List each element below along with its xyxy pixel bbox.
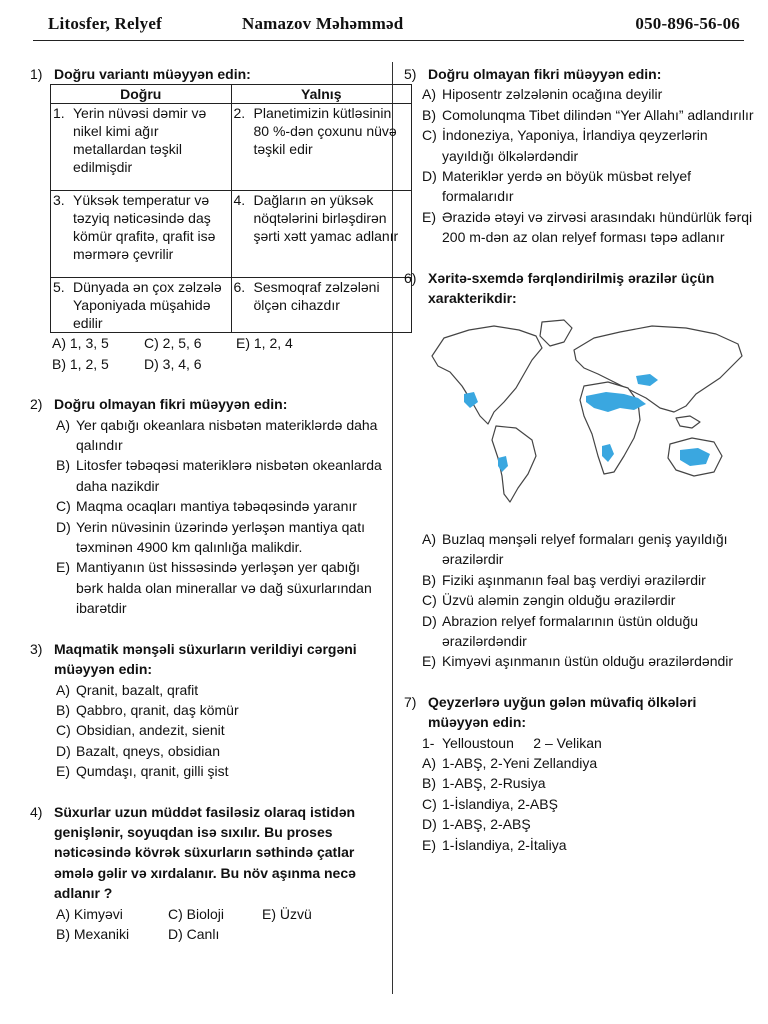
option-letter: E) bbox=[422, 208, 436, 225]
option-text: 1-ABŞ, 2-Rusiya bbox=[442, 775, 546, 792]
option-text: Kimyəvi aşınmanın üstün olduğu ərazilərdəndir bbox=[442, 653, 734, 670]
question-number: 7) bbox=[404, 693, 417, 710]
question-7-header bbox=[404, 692, 754, 733]
table-cell bbox=[51, 104, 232, 191]
statement-number: 3. bbox=[53, 192, 65, 209]
option-letter: C) bbox=[422, 795, 437, 812]
table-header-true: Doğru bbox=[51, 85, 232, 104]
option-text: Obsidian, andezit, sienit bbox=[76, 722, 225, 739]
option-text: İndoneziya, Yaponiya, İrlandiya qeyzerlərin yayıldığı ölkələrdəndir bbox=[442, 127, 708, 164]
statement-number: 2. bbox=[233, 105, 246, 122]
question-number: 1) bbox=[30, 66, 43, 82]
answer-option-d[interactable]: D) 3, 4, 6 bbox=[144, 355, 202, 372]
answer-option[interactable] bbox=[56, 557, 385, 618]
options-row bbox=[56, 924, 385, 944]
option-text: Ərazidə ətəyi və zirvəsi arasındakı hündürlük fərqi 200 m-dən az olan relyef forması təpə adlanır bbox=[442, 208, 753, 246]
answer-option[interactable] bbox=[56, 700, 385, 720]
table-header-false: Yalnış bbox=[231, 85, 412, 104]
statement-number: 5. bbox=[53, 279, 65, 296]
question-6 bbox=[404, 268, 754, 672]
option-text: Yerin nüvəsinin üzərində yerləşən mantiya qatı təxminən 4900 km qalınlığa malikdir. bbox=[76, 518, 365, 556]
option-letter: D) bbox=[422, 612, 437, 629]
option-letter: C) bbox=[422, 127, 437, 144]
statement-number: 4. bbox=[233, 192, 246, 209]
answer-option[interactable] bbox=[422, 753, 754, 773]
statement-number: 1. bbox=[53, 105, 65, 122]
option-letter: C) bbox=[422, 592, 437, 609]
question-number: 3) bbox=[30, 640, 43, 657]
question-text: Qeyzerlərə uyğun gələn müvafiq ölkələri müəyyən edin: bbox=[428, 693, 697, 731]
option-letter: A) bbox=[422, 86, 436, 103]
option-text: Yer qabığı okeanlara nisbətən materiklərdə daha qalındır bbox=[76, 416, 378, 454]
answer-options bbox=[422, 753, 754, 855]
question-4 bbox=[30, 802, 385, 945]
statement-text: Dağların ən yüksək nöqtələrini birləşdirən şərti xətt yamac adlanır bbox=[253, 192, 399, 245]
option-text: Fiziki aşınmanın fəal baş verdiyi ərazilərdir bbox=[442, 571, 706, 588]
table-cell bbox=[231, 278, 412, 333]
option-letter: E) bbox=[56, 559, 70, 576]
question-1 bbox=[30, 64, 399, 374]
option-text: Comolunqma Tibet dilindən “Yer Allahı” adlandırılır bbox=[442, 106, 754, 123]
question-text: Süxurlar uzun müddət fasiləsiz olaraq istidən genişlənir, soyuqdan isə sıxılır. Bu proses nəticəsində kövrək süxurların səthində çatlar əmələ gəlir və xırdalanır. Bu növ aşınma necə adlanır ? bbox=[54, 803, 356, 902]
option-letter: E) bbox=[422, 653, 436, 670]
answer-option[interactable] bbox=[56, 415, 385, 456]
question-text: Doğru olmayan fikri müəyyən edin: bbox=[428, 66, 662, 82]
option-text: Buzlaq mənşəli relyef formaları geniş yayıldığı ərazilərdir bbox=[442, 530, 728, 568]
statement-text: Yerin nüvəsi dəmir və nikel kimi ağır metallardan təşkil edilmişdir bbox=[73, 105, 207, 176]
table-cell bbox=[231, 191, 412, 278]
answer-option[interactable] bbox=[56, 741, 385, 761]
answer-option[interactable] bbox=[422, 773, 754, 793]
option-text: Materiklər yerdə ən böyük müsbət relyef formalarıdır bbox=[442, 168, 691, 205]
question-number: 6) bbox=[404, 269, 417, 286]
option-letter: A) bbox=[56, 416, 70, 433]
answer-option-b[interactable]: B) Mexaniki bbox=[56, 925, 130, 942]
answer-option[interactable] bbox=[422, 835, 754, 855]
option-letter: E) bbox=[422, 836, 436, 853]
table-cell bbox=[231, 104, 412, 191]
option-text: Mantiyanın üst hissəsində yerləşən yer qabığı bərk halda olan minerallar və dağ süxurlarından ibarətdir bbox=[76, 559, 372, 617]
table-row bbox=[51, 104, 412, 191]
option-letter: E) bbox=[56, 763, 70, 780]
question-2 bbox=[30, 394, 385, 618]
option-letter: D) bbox=[56, 742, 71, 759]
north-america-shape bbox=[432, 326, 542, 424]
question-number: 4) bbox=[30, 803, 43, 820]
answer-options bbox=[422, 529, 754, 672]
table-row bbox=[51, 191, 412, 278]
answer-options bbox=[56, 415, 385, 619]
answer-option[interactable] bbox=[422, 651, 754, 671]
option-letter: D) bbox=[422, 168, 437, 185]
answer-option[interactable] bbox=[422, 794, 754, 814]
header-phone: 050-896-56-06 bbox=[635, 14, 740, 33]
answer-option[interactable] bbox=[422, 590, 754, 610]
question-2-header bbox=[30, 394, 385, 414]
statement-text: Sesmoqraf zəlzələni ölçən cihazdır bbox=[253, 279, 380, 314]
statement-text: Dünyada ən çox zəlzələ Yaponiyada müşahidə edilir bbox=[73, 279, 222, 332]
question-text: Doğru olmayan fikri müəyyən edin: bbox=[54, 396, 288, 413]
answer-option-e[interactable]: E) 1, 2, 4 bbox=[236, 335, 293, 352]
southeast-asia-shape bbox=[676, 416, 700, 428]
header-topic: Litosfer, Relyef bbox=[48, 14, 162, 33]
table-cell bbox=[51, 278, 232, 333]
option-letter: B) bbox=[422, 775, 436, 792]
option-text: Üzvü aləmin zəngin olduğu ərazilərdir bbox=[442, 592, 676, 609]
question-5 bbox=[404, 64, 754, 248]
answer-option[interactable] bbox=[422, 166, 754, 207]
header-rule bbox=[33, 40, 744, 41]
answer-option[interactable] bbox=[56, 496, 385, 516]
answer-option[interactable] bbox=[56, 761, 385, 781]
left-column bbox=[30, 64, 399, 964]
right-column bbox=[404, 64, 754, 875]
option-letter: A) bbox=[422, 530, 436, 547]
answer-option-a[interactable]: A) Kimyəvi bbox=[56, 905, 123, 922]
answer-option-e[interactable]: E) Üzvü bbox=[262, 905, 312, 922]
option-letter: B) bbox=[56, 701, 70, 718]
answer-option[interactable] bbox=[422, 105, 754, 125]
option-letter: B) bbox=[422, 106, 436, 123]
option-letter: A) bbox=[422, 754, 436, 771]
option-text: Bazalt, qneys, obsidian bbox=[76, 742, 220, 759]
answer-option[interactable] bbox=[422, 814, 754, 834]
answer-options bbox=[52, 333, 385, 374]
option-text: Litosfer təbəqəsi materiklərə nisbətən okeanlarda daha nazikdir bbox=[76, 457, 382, 494]
answer-option[interactable] bbox=[422, 84, 754, 104]
answer-option[interactable] bbox=[422, 529, 754, 570]
answer-option-d[interactable]: D) Canlı bbox=[168, 925, 220, 942]
option-text: 1-İslandiya, 2-İtaliya bbox=[442, 836, 567, 853]
continents-outline bbox=[432, 320, 742, 502]
answer-option[interactable] bbox=[56, 720, 385, 740]
answer-options bbox=[56, 904, 385, 945]
option-text: Abrazion relyef formalarının üstün olduğu ərazilərdəndir bbox=[442, 612, 699, 649]
answer-options bbox=[422, 84, 754, 247]
options-row bbox=[52, 333, 385, 353]
option-text: Qabbro, qranit, daş kömür bbox=[76, 701, 239, 718]
table-row bbox=[51, 278, 412, 333]
header-author: Namazov Məhəmməd bbox=[242, 14, 404, 33]
answer-option-a[interactable]: A) 1, 3, 5 bbox=[52, 335, 109, 352]
question-6-header bbox=[404, 268, 754, 309]
option-letter: B) bbox=[56, 457, 70, 474]
answer-option[interactable] bbox=[56, 517, 385, 558]
answer-option[interactable] bbox=[56, 455, 385, 496]
option-text: Hiposentr zəlzələnin ocağına deyilir bbox=[442, 86, 663, 103]
question-7 bbox=[404, 692, 754, 855]
option-letter: D) bbox=[422, 816, 437, 833]
answer-option-c[interactable]: C) 2, 5, 6 bbox=[144, 335, 202, 352]
option-text: Qumdaşı, qranit, gilli şist bbox=[76, 763, 229, 780]
question-number: 2) bbox=[30, 396, 43, 413]
question-3-header bbox=[30, 639, 385, 680]
question-text: Xəritə-sxemdə fərqləndirilmiş ərazilər üçün xarakterikdir: bbox=[428, 269, 715, 307]
answer-option[interactable] bbox=[422, 570, 754, 590]
question-4-header bbox=[30, 802, 385, 904]
option-letter: C) bbox=[56, 498, 71, 515]
geyser-list: 1- Yelloustoun 2 – Velikan bbox=[422, 734, 602, 751]
true-false-table bbox=[50, 84, 412, 333]
page-header bbox=[0, 0, 768, 46]
option-text: Maqma ocaqları mantiya təbəqəsində yaranır bbox=[76, 498, 357, 515]
table-cell bbox=[51, 191, 232, 278]
statement-number: 6. bbox=[233, 279, 246, 296]
statement-text: Yüksək temperatur və təzyiq nəticəsində daş kömür qrafitə, qrafit isə mərmərə çevrilir bbox=[73, 192, 216, 263]
statement-text: Planetimizin kütləsinin 80 %-dən çoxunu nüvə təşkil edir bbox=[253, 105, 397, 158]
answer-option[interactable] bbox=[56, 680, 385, 700]
question-5-header bbox=[404, 64, 754, 84]
answer-options bbox=[56, 680, 385, 782]
answer-option-c[interactable]: C) Bioloji bbox=[168, 905, 225, 922]
greenland-shape bbox=[540, 320, 572, 346]
question-number: 5) bbox=[404, 66, 417, 82]
question-1-header bbox=[30, 64, 385, 84]
answer-option[interactable] bbox=[422, 207, 754, 248]
option-letter: A) bbox=[56, 681, 70, 698]
question-text: Maqmatik mənşəli süxurların verildiyi cərgəni müəyyən edin: bbox=[54, 640, 357, 678]
option-text: 1-İslandiya, 2-ABŞ bbox=[442, 795, 558, 812]
options-row bbox=[52, 354, 385, 374]
options-row bbox=[56, 904, 385, 924]
option-letter: B) bbox=[422, 571, 436, 588]
option-text: 1-ABŞ, 2-ABŞ bbox=[442, 816, 531, 833]
question-3 bbox=[30, 639, 385, 782]
question-text: Doğru variantı müəyyən edin: bbox=[54, 66, 251, 82]
answer-option[interactable] bbox=[422, 125, 754, 166]
answer-option[interactable] bbox=[422, 611, 754, 652]
answer-option-b[interactable]: B) 1, 2, 5 bbox=[52, 355, 109, 372]
option-letter: C) bbox=[56, 722, 71, 739]
option-text: 1-ABŞ, 2-Yeni Zellandiya bbox=[442, 754, 598, 771]
world-map-schematic bbox=[424, 316, 754, 511]
option-letter: D) bbox=[56, 518, 71, 535]
option-text: Qranit, bazalt, qrafit bbox=[76, 681, 199, 698]
